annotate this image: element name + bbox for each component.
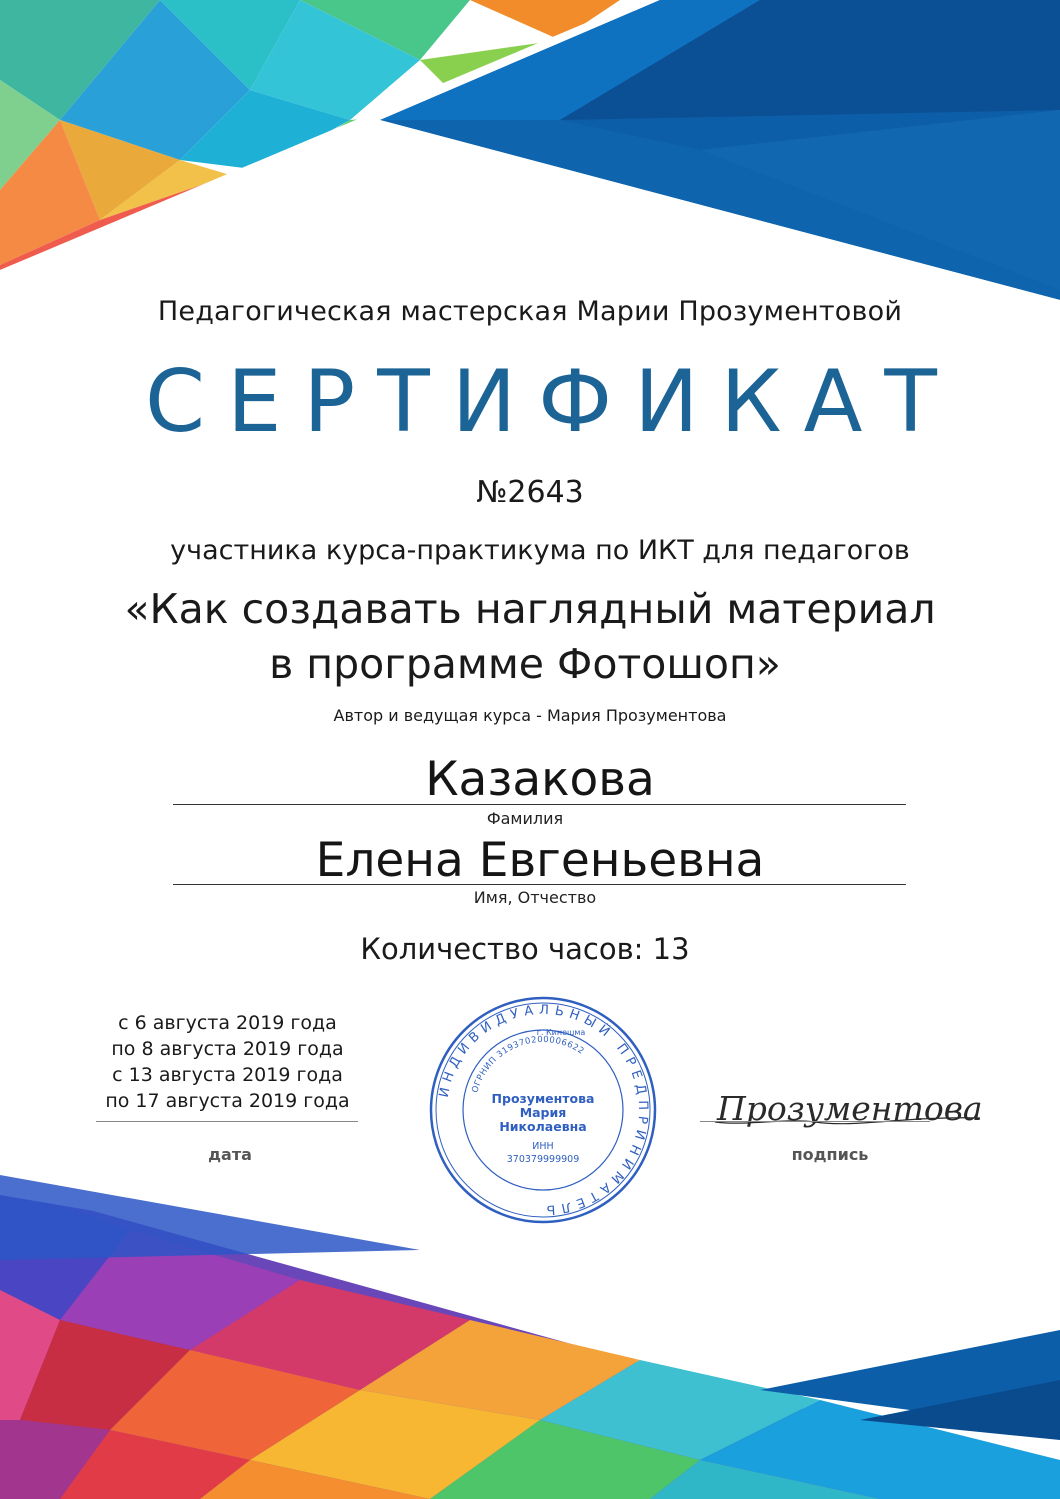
signature-text: Прозументова (717, 1089, 983, 1128)
handwritten-signature (705, 1078, 995, 1148)
hours-count: Количество часов: 13 (360, 932, 690, 966)
surname-underline (173, 804, 906, 805)
svg-text:ОГРНИП 319370200006622 (470, 1035, 586, 1094)
course-author: Автор и ведущая курса - Мария Прозументова (333, 706, 727, 725)
organization-name: Педагогическая мастерская Марии Прозументовой (157, 296, 903, 327)
name-value: Елена Евгеньевна (315, 833, 765, 888)
course-title-line1: «Как создавать наглядный материал (124, 585, 936, 633)
surname-value: Казакова (425, 752, 655, 807)
course-dates (100, 1010, 355, 1114)
certificate-title: СЕРТИФИКАТ (145, 352, 959, 452)
seal-name-line1: Прозументова (491, 1091, 595, 1106)
signature-caption: подпись (791, 1145, 869, 1164)
name-caption: Имя, Отчество (473, 888, 597, 907)
date-line: с 13 августа 2019 года (112, 1064, 343, 1086)
seal-ogrnip: ОГРНИП 319370200006622 (470, 1034, 586, 1095)
official-seal (428, 995, 658, 1225)
seal-name-line2: Мария (519, 1105, 567, 1120)
date-line: по 8 августа 2019 года (111, 1038, 344, 1060)
seal-inn: 370379999909 (506, 1154, 580, 1165)
surname-caption: Фамилия (486, 809, 564, 828)
date-underline (96, 1121, 358, 1122)
seal-name-line3: Николаевна (499, 1119, 587, 1134)
course-title-line2: в программе Фотошоп» (269, 640, 781, 688)
date-line: по 17 августа 2019 года (105, 1090, 350, 1112)
seal-outer-text: ИНДИВИДУАЛЬНЫЙ ПРЕДПРИНИМАТЕЛЬ (436, 1002, 651, 1218)
participant-intro: участника курса-практикума по ИКТ для педагогов (170, 535, 910, 566)
seal-inn-label: ИНН (532, 1141, 554, 1152)
name-underline (173, 884, 906, 885)
signature-underline (700, 1121, 930, 1122)
date-caption: дата (208, 1145, 252, 1164)
date-line: с 6 августа 2019 года (118, 1012, 337, 1034)
seal-city: г. Кинешма (536, 1028, 586, 1037)
certificate-number: №2643 (476, 475, 584, 510)
